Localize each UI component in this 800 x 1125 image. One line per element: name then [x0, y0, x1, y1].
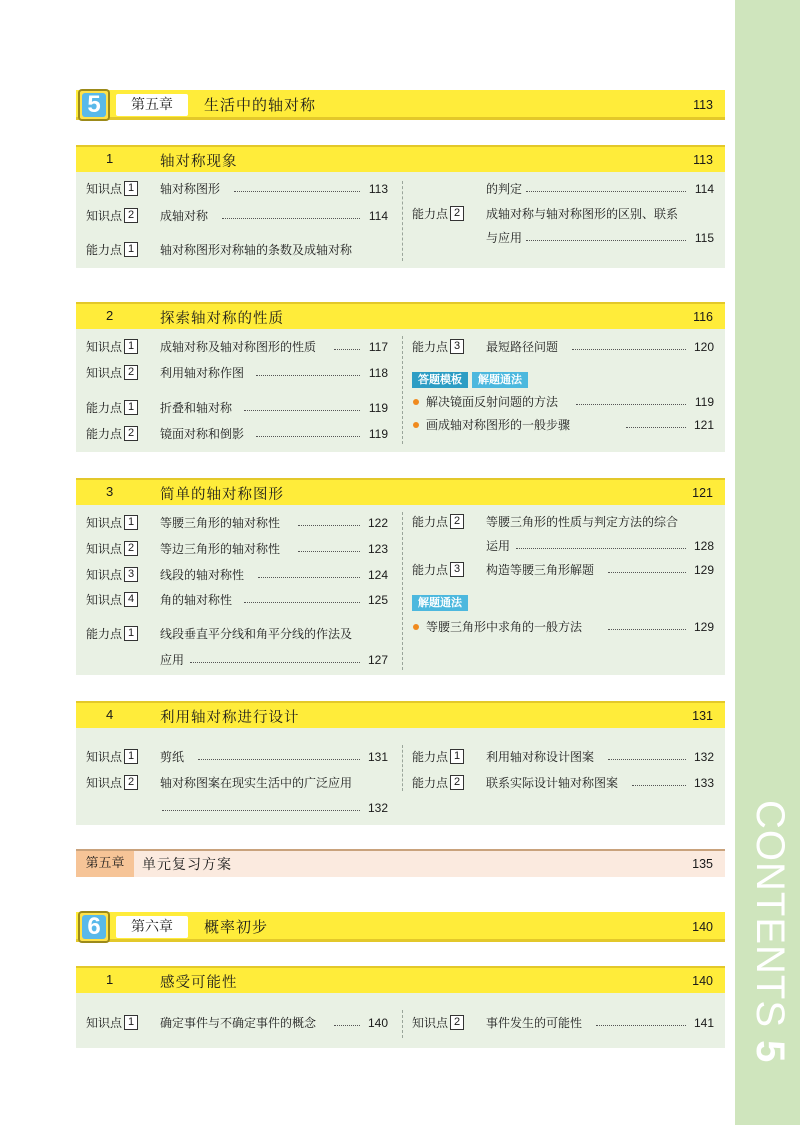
entry-page: 141 — [693, 1016, 714, 1030]
entry-text: 成轴对称与轴对称图形的区别、联系 — [486, 207, 679, 221]
leader-dots — [298, 510, 360, 526]
entry-kind: 能力点 — [412, 750, 449, 764]
leader-dots — [526, 176, 686, 192]
chapter-6-page: 140 — [692, 920, 713, 934]
entry-kind: 能力点 — [412, 776, 449, 790]
entry-page: 125 — [367, 593, 388, 607]
solving-method-tag: 解题通法 — [412, 595, 468, 611]
entry-kind: 能力点 — [86, 401, 123, 415]
entry-kind: 知识点 — [86, 340, 123, 354]
entry-number-box: 4 — [124, 592, 138, 607]
entry-text: 镜面对称和倒影 — [160, 427, 245, 441]
chapter-6-label: 第六章 — [116, 916, 188, 938]
entry-page: 115 — [694, 231, 714, 245]
entry-text: 确定事件与不确定事件的概念 — [160, 1016, 317, 1030]
entry-kind: 能力点 — [412, 563, 449, 577]
answer-template-tag: 答题模板 — [412, 372, 468, 388]
entry-page: 129 — [693, 563, 714, 577]
entry-page: 117 — [368, 340, 388, 354]
entry-page: 123 — [367, 542, 388, 556]
bullet-icon — [413, 422, 419, 428]
entry-number-box: 2 — [124, 775, 138, 790]
column-divider — [402, 336, 403, 444]
entry-text: 运用 — [486, 539, 511, 553]
entry-text: 等腰三角形的性质与判定方法的综合 — [486, 515, 679, 529]
entry-text: 构造等腰三角形解题 — [486, 563, 595, 577]
leader-dots — [258, 562, 360, 578]
entry-page: 114 — [368, 209, 388, 223]
leader-dots — [256, 421, 360, 437]
leader-dots — [572, 334, 686, 350]
contents-label — [740, 800, 800, 1100]
chapter-6-title: 概率初步 — [204, 918, 269, 936]
section-2-title: 探索轴对称的性质 — [160, 311, 284, 327]
entry-number-box: 3 — [124, 567, 138, 582]
bullet-icon — [413, 399, 419, 405]
chapter-6-header[interactable] — [76, 912, 725, 942]
leader-dots — [298, 536, 360, 552]
entry-number-box: 1 — [124, 181, 138, 196]
entry-text: 等腰三角形的轴对称性 — [160, 516, 281, 530]
entry-text: 与应用 — [486, 231, 523, 245]
leader-dots — [608, 744, 686, 760]
section-6-1-header[interactable] — [76, 966, 725, 993]
section-1-title: 轴对称现象 — [160, 154, 238, 170]
leader-dots — [198, 744, 360, 760]
leader-dots — [256, 360, 360, 376]
entry-kind: 知识点 — [86, 1016, 123, 1030]
section-2-page: 116 — [693, 310, 713, 324]
entry-kind: 能力点 — [86, 627, 123, 641]
section-1-number: 1 — [106, 151, 114, 166]
entry-number-box: 2 — [450, 775, 464, 790]
entry-number-box: 1 — [124, 400, 138, 415]
leader-dots — [244, 587, 360, 603]
entry-page: 124 — [367, 568, 388, 582]
entry-kind: 知识点 — [86, 776, 123, 790]
entry-text: 轴对称图形对称轴的条数及成轴对称 — [160, 243, 353, 257]
entry-text: 线段垂直平分线和角平分线的作法及 — [160, 627, 353, 641]
entry-text: 成轴对称及轴对称图形的性质 — [160, 340, 317, 354]
entry-number-box: 1 — [124, 515, 138, 530]
entry-number-box: 1 — [450, 749, 464, 764]
entry-kind: 知识点 — [86, 568, 123, 582]
column-divider — [402, 512, 403, 670]
entry-kind: 知识点 — [86, 516, 123, 530]
entry-kind: 知识点 — [86, 366, 123, 380]
entry-kind: 知识点 — [86, 542, 123, 556]
entry-number-box: 2 — [124, 541, 138, 556]
entry-page: 121 — [693, 418, 714, 432]
chapter-5-title: 生活中的轴对称 — [204, 96, 317, 114]
chapter-5-badge — [78, 89, 110, 121]
leader-dots — [244, 395, 360, 411]
entry-text: 折叠和轴对称 — [160, 401, 233, 415]
leader-dots — [596, 1010, 686, 1026]
entry-number-box: 1 — [124, 339, 138, 354]
entry-page: 129 — [693, 620, 714, 634]
entry-number-box: 2 — [450, 206, 464, 221]
column-divider — [402, 181, 403, 261]
section-3-number: 3 — [106, 484, 114, 499]
leader-dots — [334, 1010, 360, 1026]
section-6-1-title: 感受可能性 — [160, 975, 238, 991]
column-divider — [402, 745, 403, 791]
entry-page: 120 — [693, 340, 714, 354]
chapter-5-page: 113 — [693, 98, 713, 112]
entry-text: 等腰三角形中求角的一般方法 — [426, 620, 583, 634]
entry-page: 131 — [367, 750, 388, 764]
side-strip — [735, 0, 800, 1125]
entry-number-box: 2 — [450, 514, 464, 529]
entry-kind: 能力点 — [86, 427, 123, 441]
contents-word: CONTENTS — [748, 800, 792, 1028]
section-4-title: 利用轴对称进行设计 — [160, 710, 300, 726]
entry-text: 联系实际设计轴对称图案 — [486, 776, 619, 790]
section-1 — [76, 145, 725, 268]
leader-dots — [516, 533, 686, 549]
entry-number-box: 3 — [450, 339, 464, 354]
entry-kind: 能力点 — [86, 243, 123, 257]
entry-page: 119 — [694, 395, 714, 409]
entry-kind: 知识点 — [86, 593, 123, 607]
section-1-page: 113 — [693, 153, 713, 167]
section-2-number: 2 — [106, 308, 114, 323]
section-3-header[interactable] — [76, 478, 725, 505]
section-6-1-number: 1 — [106, 972, 114, 987]
chapter-5-badge-number: 5 — [82, 93, 106, 117]
section-3-page: 121 — [692, 486, 713, 500]
entry-number-box: 1 — [124, 749, 138, 764]
leader-dots — [608, 614, 686, 630]
entry-text: 成轴对称 — [160, 209, 209, 223]
section-3-title: 简单的轴对称图形 — [160, 487, 284, 503]
entry-number-box: 2 — [450, 1015, 464, 1030]
entry-text: 轴对称图案在现实生活中的广泛应用 — [160, 776, 353, 790]
entry-number-box: 2 — [124, 365, 138, 380]
review-chapter-label: 第五章 — [76, 851, 134, 877]
leader-dots — [190, 647, 360, 663]
entry-kind: 知识点 — [86, 182, 123, 196]
leader-dots — [632, 770, 686, 786]
entry-text: 等边三角形的轴对称性 — [160, 542, 281, 556]
section-6-1 — [76, 966, 725, 1048]
entry-kind: 知识点 — [412, 1016, 449, 1030]
leader-dots — [222, 203, 360, 219]
unit-review-bar[interactable] — [76, 849, 725, 877]
entry-page: 119 — [368, 427, 388, 441]
entry-kind: 知识点 — [86, 750, 123, 764]
entry-kind: 知识点 — [86, 209, 123, 223]
section-2-header[interactable] — [76, 302, 725, 329]
solving-method-tag: 解题通法 — [472, 372, 528, 388]
entry-page: 127 — [367, 653, 388, 667]
entry-page: 133 — [693, 776, 714, 790]
chapter-6-badge — [78, 911, 110, 943]
entry-number-box: 1 — [124, 1015, 138, 1030]
entry-number-box: 2 — [124, 426, 138, 441]
entry-page: 132 — [693, 750, 714, 764]
section-2 — [76, 302, 725, 452]
entry-kind: 能力点 — [412, 515, 449, 529]
chapter-5-label: 第五章 — [116, 94, 188, 116]
section-4 — [76, 701, 725, 825]
chapter-6-badge-number: 6 — [82, 915, 106, 939]
entry-text: 轴对称图形 — [160, 182, 221, 196]
entry-page: 114 — [694, 182, 714, 196]
section-3 — [76, 478, 725, 675]
entry-text: 应用 — [160, 653, 185, 667]
leader-dots — [526, 225, 686, 241]
contents-page-number: 5 — [748, 1040, 792, 1064]
entry-page: 118 — [368, 366, 388, 380]
entry-text: 角的轴对称性 — [160, 593, 233, 607]
entry-text: 的判定 — [486, 182, 523, 196]
entry-number-box: 2 — [124, 208, 138, 223]
entry-page: 140 — [367, 1016, 388, 1030]
leader-dots — [626, 412, 686, 428]
entry-text: 最短路径问题 — [486, 340, 559, 354]
leader-dots — [576, 389, 686, 405]
entry-page: 132 — [367, 801, 388, 815]
entry-text: 剪纸 — [160, 750, 185, 764]
entry-text: 解决镜面反射问题的方法 — [426, 395, 559, 409]
entry-kind: 能力点 — [412, 207, 449, 221]
entry-page: 128 — [693, 539, 714, 553]
review-page: 135 — [692, 857, 713, 871]
section-4-header[interactable] — [76, 701, 725, 728]
entry-text: 线段的轴对称性 — [160, 568, 245, 582]
leader-dots — [608, 557, 686, 573]
entry-text: 利用轴对称作图 — [160, 366, 245, 380]
chapter-5-header[interactable] — [76, 90, 725, 120]
column-divider — [402, 1010, 403, 1038]
leader-dots — [234, 176, 360, 192]
entry-page: 113 — [368, 182, 388, 196]
section-6-1-page: 140 — [692, 974, 713, 988]
entry-number-box: 1 — [124, 242, 138, 257]
bullet-icon — [413, 624, 419, 630]
entry-number-box: 1 — [124, 626, 138, 641]
entry-number-box: 3 — [450, 562, 464, 577]
section-1-header[interactable] — [76, 145, 725, 172]
section-4-number: 4 — [106, 707, 114, 722]
entry-page: 122 — [367, 516, 388, 530]
leader-dots — [162, 795, 360, 811]
entry-text: 利用轴对称设计图案 — [486, 750, 595, 764]
entry-text: 画成轴对称图形的一般步骤 — [426, 418, 571, 432]
entry-kind: 能力点 — [412, 340, 449, 354]
entry-page: 119 — [368, 401, 388, 415]
entry-text: 事件发生的可能性 — [486, 1016, 583, 1030]
leader-dots — [334, 334, 360, 350]
review-title: 单元复习方案 — [142, 857, 232, 873]
section-4-page: 131 — [692, 709, 713, 723]
